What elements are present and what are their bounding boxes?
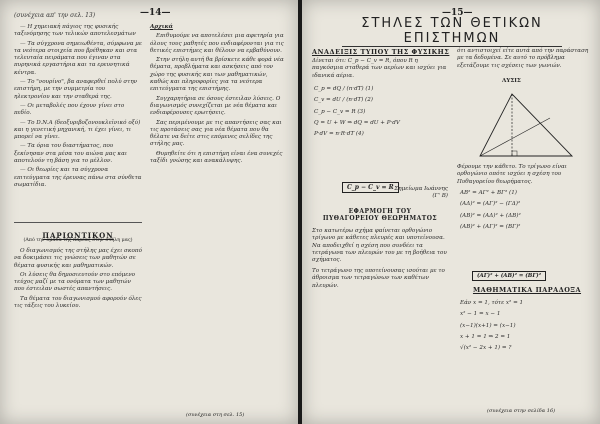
paragraph: (ΑΒ)² + (ΑΓ)² = (ΒΓ)² xyxy=(460,223,521,230)
right-page xyxy=(302,0,600,424)
paragraph: Θυμηθείτε ότι η επιστήμη είναι ένα συνεχές ταξίδι γνώσης και ανακάλυψης. xyxy=(150,150,283,165)
section-pythagoras-text: Στο κατωτέρω σχήμα φαίνεται ορθογώνιο τρίγωνο με κάθετες πλευρές και υποτείνουσα. Να αποδειχθεί η σχέση που συνδέει τα τετράγωνα των πλευρών του με τη βοήθεια του σχήματος. xyxy=(312,228,447,264)
section-physics-equations xyxy=(314,86,447,142)
paragraph: C_v = dU / (n·dT) (2) xyxy=(314,97,373,104)
column-heading: Αρχικά xyxy=(150,24,173,30)
paragraph: C_p = dQ / (n·dT) (1) xyxy=(314,86,374,92)
paragraph: — Οι θεωρίες και τα σύγχρονα επιτεύγματα της έρευνας πάνω στα σύνθετα σωματίδια. xyxy=(14,167,142,188)
pythagoras-result-formula: (ΑΓ)² + (ΑΒ)² = (ΒΓ)² xyxy=(472,271,546,281)
paragraph: (ΑΔ)² = (ΑΓ)² − (ΓΔ)² xyxy=(460,201,521,208)
page-title: ΣΤΗΛΕΣ ΤΩΝ ΘΕΤΙΚΩΝ ΕΠΙΣΤΗΜΩΝ xyxy=(342,16,562,47)
paragraph: — Τα σύγχρονα σημειωθέντα, σύμφωνα με τα νεότερα στοιχεία που βρέθηκαν και στα τελευταία πειράματα που έγιναν στα πυρηνικά εργαστήρια και τα ερευνητικά κέντρα. xyxy=(14,40,142,76)
paragraph: Q = U + W ⇒ dQ = dU + P·dV xyxy=(314,119,400,126)
paragraph: (ΑΒ)² = (ΑΔ)² + (ΔΒ)² xyxy=(460,212,521,219)
left-column-2 xyxy=(150,24,286,167)
paragraph: — Οι μεταβολές που έχουν γίνει στο πεδίο. xyxy=(14,102,125,117)
section-physics-signature xyxy=(388,186,448,201)
result-formula: C_p − C_v = R xyxy=(342,182,399,193)
paragraph: Σας περιμένουμε με τις απαντήσεις σας και τις προτάσεις σας για νέα θέματα που θα θέλατε να δείτε στις επόμενες σελίδες της στήλης μας. xyxy=(150,119,282,148)
page-number-left: —14— xyxy=(140,8,171,18)
author-name: Σημείωμα Ιωάννης xyxy=(394,186,448,192)
section-physics-title: ΑΝΑΔΕΙΞΙΣ ΤΥΠΟΥ ΤΗΣ ΦΥΣΙΚΗΣ xyxy=(312,48,450,56)
pythagoras-result xyxy=(472,262,546,281)
paragraph: ΑΒ² = ΑΓ² + ΒΓ² (1) xyxy=(460,190,517,196)
left-page xyxy=(0,0,298,424)
paragraph: x² − 1 = x − 1 xyxy=(460,311,501,318)
left-column-1-after-box xyxy=(14,248,142,312)
continuation-footer-right: (συνέχεια στην σελίδα 16) xyxy=(487,408,556,414)
box-note: (Από την ομάδα της παρέας στην στήλη μας) xyxy=(23,238,133,243)
left-column-1 xyxy=(14,24,142,191)
paragraph: Τα θέματα του διαγωνισμού αφορούν όλες τις τάξεις του λυκείου. xyxy=(14,295,142,310)
paragraph: Επιθυμούμε να αποτελέσει μια αφετηρία για όλους τους μαθητές που ενδιαφέρονται για τις θετικές επιστήμες και θέλουν να εμβαθύνουν. xyxy=(150,33,284,54)
solution-label: ΛΥΣΙΣ xyxy=(502,78,521,84)
paragraph: Στην στήλη αυτή θα βρίσκετε κάθε φορά νέα θέματα, προβλήματα και ασκήσεις από τον χώρο της φυσικής και των μαθηματικών, καθώς και πληροφορίες για τα νεότερα επιτεύγματα της επιστήμης. xyxy=(150,57,284,93)
paragraph: C_p − C_v = R (3) xyxy=(314,108,366,115)
right-column-text: ότι αντιστοιχεί είτε αυτά από την παράσταση με τα δεδομένα. Σε αυτό το πρόβλημα εξετάζουμε τις σχέσεις των γωνιών. xyxy=(457,48,589,69)
page-number-right: —15— xyxy=(442,8,473,18)
paragraph: (x−1)(x+1) = (x−1) xyxy=(460,322,516,329)
page-number-left-value: 14 xyxy=(149,8,162,18)
paragraph: — Το D.N.A (δεοξυριβοζονουκλεϊνικό οξύ) και η γενετική μηχανική, τι έχει γίνει, τι μπορεί να γίνει. xyxy=(14,119,141,141)
triangle-figure xyxy=(472,88,582,163)
section-physics-intro: Δίνεται ότι: C_p − C_v = R, όπου R η παγκόσμια σταθερά των αερίων και ισχύει για ιδανικά αέρια. xyxy=(312,58,447,79)
pythagoras-equations xyxy=(460,190,592,235)
divider xyxy=(14,222,142,223)
section-pythagoras-text-2: Το τετράγωνο της υποτείνουσας ισούται με το άθροισμα των τετραγώνων των καθέτων πλευρών. xyxy=(312,268,445,289)
box-title: ΠΑΡΙΩΝΤΙΚΟΝ xyxy=(42,231,114,240)
paragraph: √(x² − 2x + 1) = ? xyxy=(460,345,512,352)
paragraph: Ο διαγωνισμός της στήλης μας έχει σκοπό να δοκιμάσει τις γνώσεις των μαθητών σε θέματα φυσικής και μαθηματικών. xyxy=(14,248,142,269)
section-pythagoras-title: ΕΦΑΡΜΟΓΗ ΤΟΥ ΠΥΘΑΓΟΡΕΙΟΥ ΘΕΩΡΗΜΑΤΟΣ xyxy=(322,208,438,222)
right-column-text-2: Φέρουμε την κάθετο. Το τρίγωνο είναι ορθογώνιο οπότε ισχύει η σχέση του Πυθαγορείου θεωρήματος. xyxy=(457,164,567,185)
author-class: (Γ' Β) xyxy=(432,193,448,200)
paragraph: — Η χημειακή πάγιος της φυσικής ταξινόμησης των τελικών αποτελεσμάτων xyxy=(14,24,136,38)
paragraph: Οι λύσεις θα δημοσιευτούν στο επόμενο τεύχος μαζί με τα ονόματα των μαθητών που έστειλαν σωστές απαντήσεις. xyxy=(14,271,136,293)
paragraph: — Τα όρια του διαστήματος, που ξεκίνησαν στα μέσα του αιώνα μας και αποτελούν τη βάση για το μέλλον. xyxy=(14,143,128,165)
paradox-equations xyxy=(460,300,592,356)
continuation-header: (συνέχεια απ' την σελ. 13) xyxy=(14,12,96,19)
continuation-footer: (συνέχεια στη σελ. 15) xyxy=(186,412,245,418)
paragraph: P·dV = n·R·dT (4) xyxy=(314,131,364,138)
section-paradox-title: ΜΑΘΗΜΑΤΙΚΑ ΠΑΡΑΔΟΞΑ xyxy=(472,286,582,294)
paragraph: Συγχαρητήρια σε όσους έστειλαν λύσεις. Ο διαγωνισμός συνεχίζεται με νέα θέματα και ενδιαφέρουσες ερωτήσεις. xyxy=(150,95,281,117)
paragraph: — Το "νουρίνο", βα αναφερθεί πολύ στην επιστήμη, με την συμμετρία του ηλεκτρονίου και την σταθερά της. xyxy=(14,79,138,100)
paragraph: Εάν x = 1, τότε x² = 1 xyxy=(460,300,524,306)
page-number-right-value: 15 xyxy=(451,8,464,18)
paragraph: x + 1 = 1 ⇒ 2 = 1 xyxy=(460,333,511,340)
